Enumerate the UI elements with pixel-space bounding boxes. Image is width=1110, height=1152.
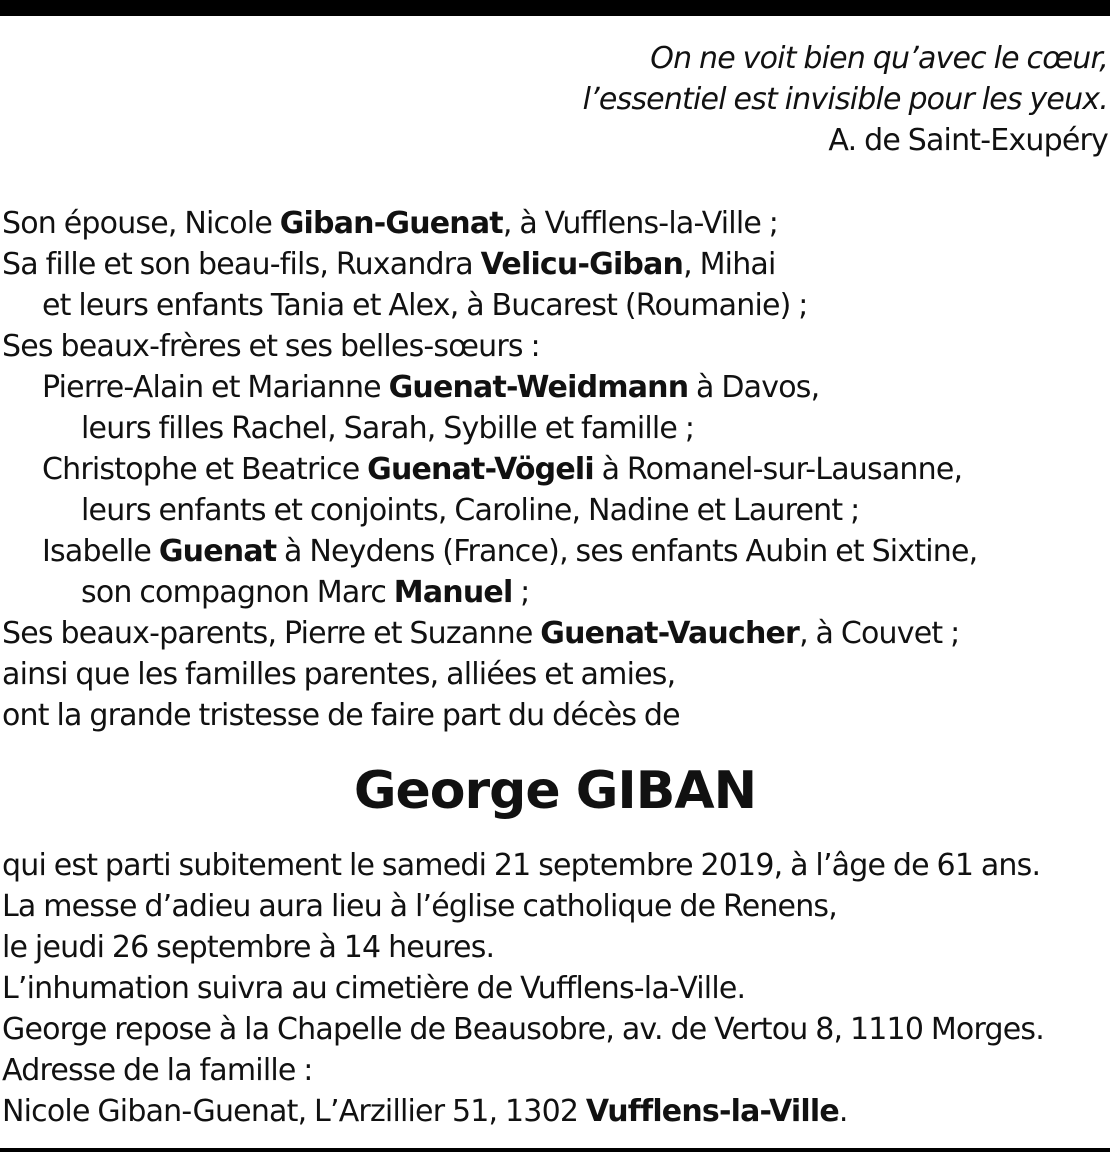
family-line-spouse: Son épouse, Nicole Giban-Guenat, à Vufflens-la-Ville ; bbox=[2, 206, 779, 241]
family-line-weidmann: Pierre-Alain et Marianne Guenat-Weidmann à Davos, bbox=[42, 370, 820, 405]
epigraph-quote bbox=[583, 38, 1108, 161]
detail-address: Nicole Giban-Guenat, L’Arzillier 51, 1302 Vufflens-la-Ville. bbox=[2, 1094, 848, 1129]
family-line-grandchildren: et leurs enfants Tania et Alex, à Bucarest (Roumanie) ; bbox=[42, 288, 808, 323]
family-line-daughter: Sa fille et son beau-fils, Ruxandra Velicu-Giban, Mihai bbox=[2, 247, 776, 282]
deceased-name: George GIBAN bbox=[353, 761, 757, 821]
detail-burial: L’inhumation suivra au cimetière de Vufflens-la-Ville. bbox=[2, 971, 746, 1006]
bottom-border-rule bbox=[0, 1148, 1110, 1152]
detail-mass-date: le jeudi 26 septembre à 14 heures. bbox=[2, 930, 495, 965]
family-line-in-laws-heading: Ses beaux-frères et ses belles-sœurs : bbox=[2, 329, 540, 364]
family-line-relatives: ainsi que les familles parentes, alliées et amies, bbox=[2, 657, 676, 692]
family-line-parents-in-law: Ses beaux-parents, Pierre et Suzanne Guenat-Vaucher, à Couvet ; bbox=[2, 616, 960, 651]
family-line-companion: son compagnon Marc Manuel ; bbox=[81, 575, 530, 610]
detail-mass: La messe d’adieu aura lieu à l’église catholique de Renens, bbox=[2, 889, 837, 924]
funeral-details bbox=[2, 845, 1044, 1132]
family-line-vogeli: Christophe et Beatrice Guenat-Vögeli à Romanel-sur-Lausanne, bbox=[42, 452, 963, 487]
quote-author: A. de Saint-Exupéry bbox=[828, 123, 1108, 158]
quote-line-1: On ne voit bien qu’avec le cœur, bbox=[650, 41, 1108, 76]
top-border-rule bbox=[0, 0, 1110, 16]
family-line-isabelle: Isabelle Guenat à Neydens (France), ses enfants Aubin et Sixtine, bbox=[42, 534, 978, 569]
family-line-vogeli-children: leurs enfants et conjoints, Caroline, Nadine et Laurent ; bbox=[81, 493, 860, 528]
detail-address-label: Adresse de la famille : bbox=[2, 1053, 313, 1088]
family-line-weidmann-daughters: leurs filles Rachel, Sarah, Sybille et famille ; bbox=[81, 411, 695, 446]
detail-passing: qui est parti subitement le samedi 21 septembre 2019, à l’âge de 61 ans. bbox=[2, 848, 1041, 883]
quote-line-2: l’essentiel est invisible pour les yeux. bbox=[582, 82, 1108, 117]
family-line-announcement: ont la grande tristesse de faire part du décès de bbox=[2, 698, 680, 733]
family-list bbox=[2, 203, 977, 736]
detail-repose: George repose à la Chapelle de Beausobre, av. de Vertou 8, 1110 Morges. bbox=[2, 1012, 1044, 1047]
